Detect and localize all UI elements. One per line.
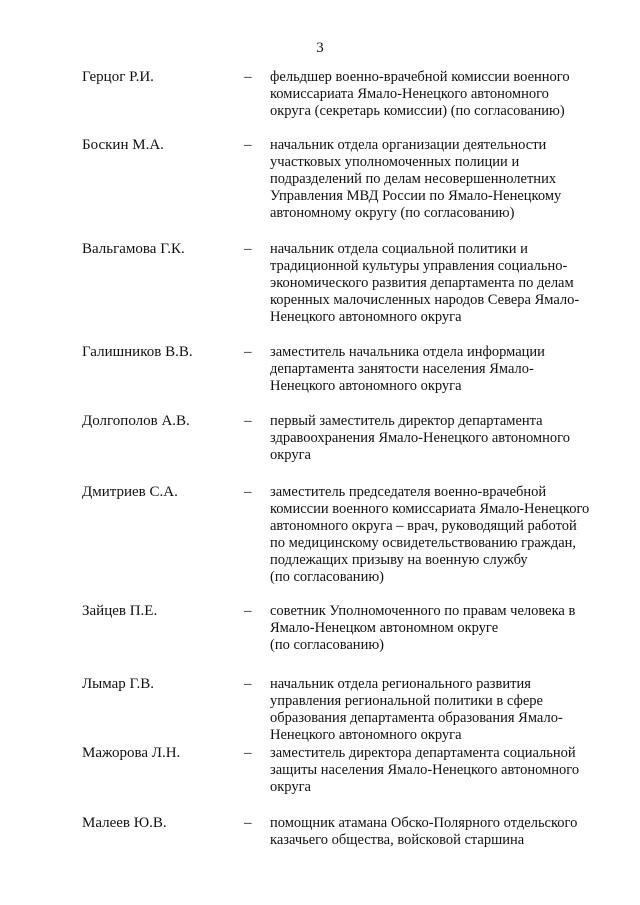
position-line: Ненецкого автономного округа xyxy=(270,378,462,394)
member-name: Лымар Г.В. xyxy=(82,676,155,692)
position-line: образования департамента образования Ямало- xyxy=(270,710,563,726)
position-line: начальник отдела регионального развития xyxy=(270,676,531,692)
member-position xyxy=(270,241,600,326)
position-line: Ненецкого автономного округа xyxy=(270,309,462,325)
position-line: коренных малочисленных народов Севера Ямало- xyxy=(270,292,580,308)
position-line: округа xyxy=(270,447,311,463)
position-line: помощник атамана Обско-Полярного отдельского xyxy=(270,815,578,831)
member-name: Зайцев П.Е. xyxy=(82,603,158,619)
position-line: первый заместитель директор департамента xyxy=(270,413,543,429)
position-line: Ямало-Ненецком автономном округе xyxy=(270,620,499,636)
position-line: округа xyxy=(270,779,311,795)
position-line: начальник отдела социальной политики и xyxy=(270,241,528,257)
position-line: традиционной культуры управления социально- xyxy=(270,258,568,274)
member-name: Мажорова Л.Н. xyxy=(82,745,181,761)
position-line: комиссариата Ямало-Ненецкого автономного xyxy=(270,86,549,102)
member-name: Дмитриев С.А. xyxy=(82,484,178,500)
member-position xyxy=(270,603,600,654)
separator-dash: – xyxy=(244,676,252,692)
position-line: округа (секретарь комиссии) (по согласованию) xyxy=(270,103,565,119)
position-line: по медицинскому освидетельствованию граждан, xyxy=(270,535,577,551)
position-line: комиссии военного комиссариата Ямало-Ненецкого xyxy=(270,501,590,517)
position-line: защиты населения Ямало-Ненецкого автономного xyxy=(270,762,580,778)
member-position xyxy=(270,484,600,586)
separator-dash: – xyxy=(244,69,252,85)
member-position xyxy=(270,676,600,744)
position-line: участковых уполномоченных полиции и xyxy=(270,154,520,170)
position-line: здравоохранения Ямало-Ненецкого автономного xyxy=(270,430,570,446)
member-name: Малеев Ю.В. xyxy=(82,815,167,831)
member-position xyxy=(270,745,600,796)
position-line: экономического развития департамента по делам xyxy=(270,275,574,291)
position-line: управления региональной политики в сфере xyxy=(270,693,543,709)
position-line: Управления МВД России по Ямало-Ненецкому xyxy=(270,188,562,204)
member-position xyxy=(270,344,600,395)
position-line: советник Уполномоченного по правам человека в xyxy=(270,603,576,619)
separator-dash: – xyxy=(244,484,252,500)
separator-dash: – xyxy=(244,413,252,429)
separator-dash: – xyxy=(244,344,252,360)
position-line: Ненецкого автономного округа xyxy=(270,727,462,743)
member-position xyxy=(270,815,600,849)
member-position xyxy=(270,137,600,222)
separator-dash: – xyxy=(244,745,252,761)
page-number: 3 xyxy=(316,40,324,56)
separator-dash: – xyxy=(244,603,252,619)
separator-dash: – xyxy=(244,137,252,153)
position-line: (по согласованию) xyxy=(270,569,384,585)
member-position xyxy=(270,69,600,120)
position-line: подлежащих призыву на военную службу xyxy=(270,552,528,568)
position-line: заместитель председателя военно-врачебной xyxy=(270,484,547,500)
separator-dash: – xyxy=(244,241,252,257)
member-name: Боскин М.А. xyxy=(82,137,164,153)
position-line: фельдшер военно-врачебной комиссии военного xyxy=(270,69,570,85)
position-line: казачьего общества, войсковой старшина xyxy=(270,832,525,848)
position-line: автономному округу (по согласованию) xyxy=(270,205,515,221)
position-line: заместитель директора департамента социальной xyxy=(270,745,576,761)
position-line: департамента занятости населения Ямало- xyxy=(270,361,534,377)
position-line: (по согласованию) xyxy=(270,637,384,653)
position-line: начальник отдела организации деятельности xyxy=(270,137,547,153)
position-line: подразделений по делам несовершеннолетних xyxy=(270,171,557,187)
member-name: Герцог Р.И. xyxy=(82,69,154,85)
position-line: заместитель начальника отдела информации xyxy=(270,344,545,360)
position-line: автономного округа – врач, руководящий работой xyxy=(270,518,577,534)
member-name: Вальгамова Г.К. xyxy=(82,241,185,257)
separator-dash: – xyxy=(244,815,252,831)
member-position xyxy=(270,413,600,464)
member-name: Долгополов А.В. xyxy=(82,413,190,429)
member-name: Галишников В.В. xyxy=(82,344,193,360)
